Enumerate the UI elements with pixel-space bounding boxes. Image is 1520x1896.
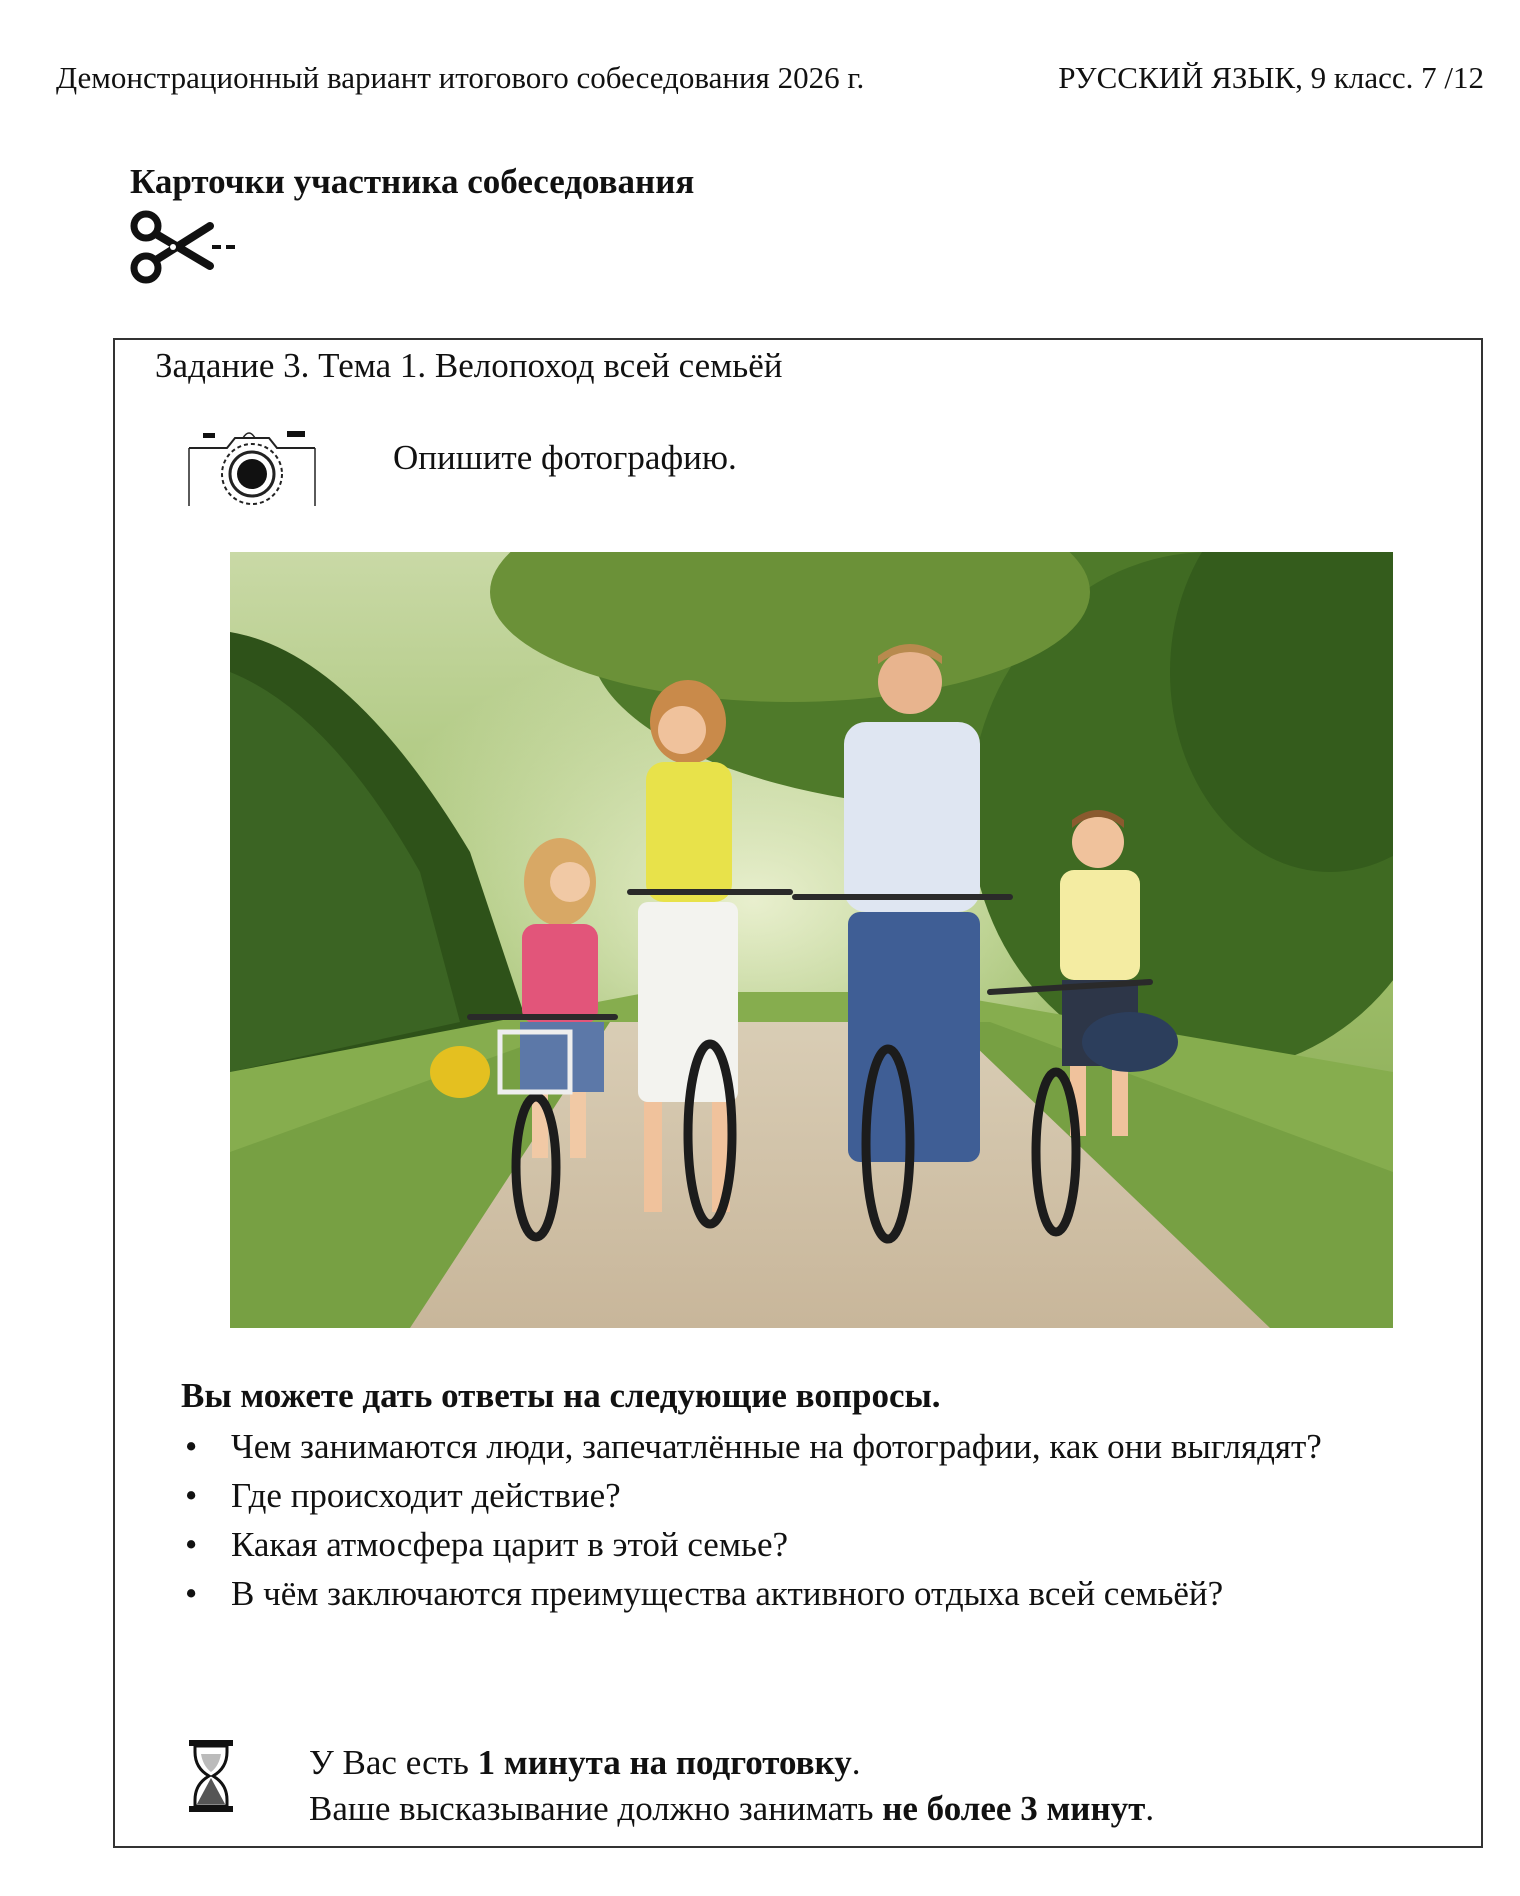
scissors-icon — [128, 208, 238, 288]
list-item — [181, 1474, 1437, 1518]
instruction-text: Опишите фотографию. — [393, 438, 737, 477]
bullet-icon: • — [185, 1574, 198, 1613]
question-text: Где происходит действие? — [231, 1476, 621, 1515]
question-text: Какая атмосфера царит в этой семье? — [231, 1525, 789, 1564]
task-card — [113, 338, 1483, 1848]
questions-list — [181, 1425, 1437, 1621]
question-text: Чем занимаются люди, запечатлённые на фотографии, как они выглядят? — [231, 1427, 1322, 1466]
photo-family-bike-ride — [230, 552, 1393, 1328]
list-item — [181, 1572, 1437, 1616]
header-right: РУССКИЙ ЯЗЫК, 9 класс. 7 /12 — [1058, 60, 1484, 95]
list-item — [181, 1523, 1437, 1567]
section-title: Карточки участника собеседования — [130, 162, 695, 201]
time-note-line-1: У Вас есть 1 минута на подготовку. — [309, 1743, 861, 1782]
camera-icon — [187, 426, 317, 508]
time-note-line-2: Ваше высказывание должно занимать не более 3 минут. — [309, 1789, 1155, 1828]
bullet-icon: • — [185, 1427, 198, 1466]
time-note — [309, 1740, 1154, 1832]
task-title: Задание 3. Тема 1. Велопоход всей семьёй — [155, 346, 783, 385]
hourglass-icon — [187, 1738, 235, 1814]
bullet-icon: • — [185, 1476, 198, 1515]
questions-heading: Вы можете дать ответы на следующие вопросы. — [181, 1376, 941, 1415]
header-left: Демонстрационный вариант итогового собеседования 2026 г. — [56, 60, 865, 95]
bullet-icon: • — [185, 1525, 198, 1564]
list-item — [181, 1425, 1437, 1469]
question-text: В чём заключаются преимущества активного отдыха всей семьёй? — [231, 1574, 1224, 1613]
